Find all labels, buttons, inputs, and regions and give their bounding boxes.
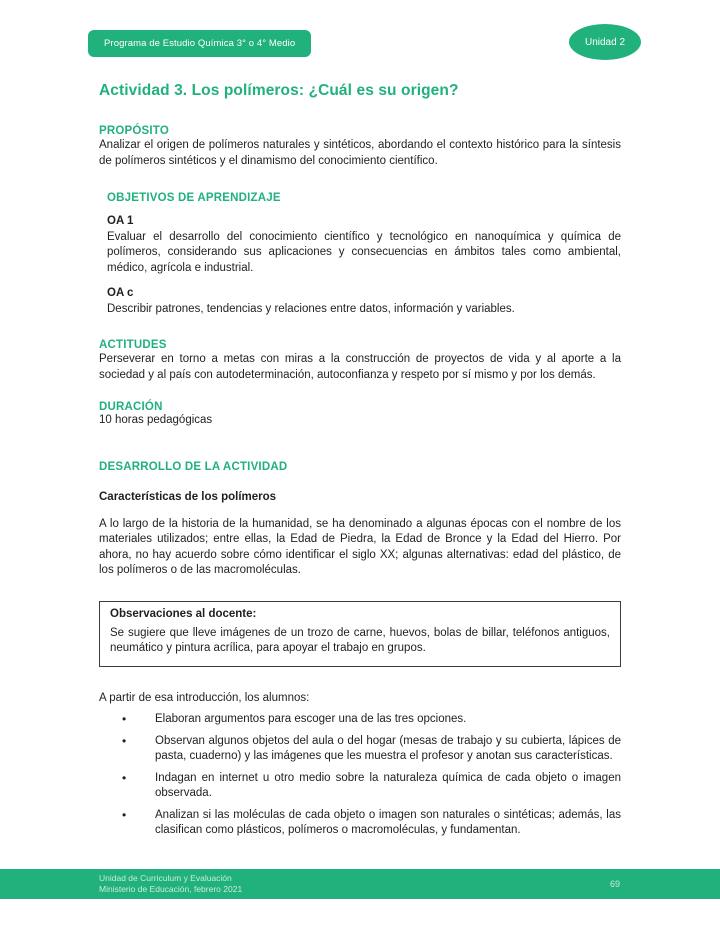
observaciones-body: Se sugiere que lleve imágenes de un trozo de carne, huevos, bolas de billar, teléfonos antiguos, neumático y pintura acrílica, para apoyar el trabajo en grupos. bbox=[110, 626, 610, 654]
duracion-body: 10 horas pedagógicas bbox=[99, 414, 213, 426]
proposito-body: Analizar el origen de polímeros naturales y sintéticos, abordando el contexto histórico para la síntesis de polímeros sintéticos y el dinamismo del conocimiento científico. bbox=[99, 139, 621, 167]
desarrollo-paragraph: A lo largo de la historia de la humanidad, se ha denominado a algunas épocas con el nombre de los materiales utilizados; entre ellas, la Edad de Piedra, la Edad de Bronce y la Edad del Hierro. Por ahora, no hay acuerdo sobre cómo identificar el siglo XX; algunas alternativas: edad del plástico, de los polímeros o de las macromoléculas. bbox=[99, 517, 621, 576]
bullets-intro: A partir de esa introducción, los alumnos: bbox=[99, 691, 310, 704]
activity-title: Actividad 3. Los polímeros: ¿Cuál es su origen? bbox=[99, 82, 459, 99]
oa-item bbox=[107, 286, 621, 317]
footer-publisher bbox=[99, 873, 242, 895]
section-duracion bbox=[99, 401, 621, 429]
footer-bar bbox=[0, 869, 720, 899]
desarrollo-subheading: Características de los polímeros bbox=[99, 490, 277, 503]
page-number: 69 bbox=[609, 879, 620, 889]
list-item: • Analizan si las moléculas de cada objeto o imagen son naturales o sintéticas; además, las clasifican como plásticos, polímeros o macromoléculas, y fundamentan. bbox=[99, 808, 621, 839]
oa-item bbox=[107, 214, 621, 276]
duracion-heading: DURACIÓN bbox=[99, 401, 163, 413]
observaciones-box bbox=[99, 601, 621, 667]
oa-body: Evaluar el desarrollo del conocimiento científico y tecnológico en nanoquímica y química de polímeros, considerando sus aplicaciones y consecuencias en ámbitos tales como ambiental, médico, agrícola e industrial. bbox=[107, 230, 621, 274]
section-objetivos bbox=[99, 192, 621, 317]
actitudes-body: Perseverar en torno a metas con miras a la construcción de proyectos de vida y al aporte a la sociedad y al país con autodeterminación, autoconfianza y respeto por sí mismo y por los demás. bbox=[99, 353, 621, 381]
oa-label: OA 1 bbox=[107, 215, 134, 227]
activity-bullet-list bbox=[99, 712, 621, 839]
proposito-heading: PROPÓSITO bbox=[99, 125, 169, 137]
objetivos-heading: OBJETIVOS DE APRENDIZAJE bbox=[107, 192, 281, 204]
observaciones-title: Observaciones al docente: bbox=[110, 607, 257, 620]
desarrollo-heading: DESARROLLO DE LA ACTIVIDAD bbox=[99, 460, 288, 473]
section-desarrollo bbox=[99, 461, 621, 839]
oa-body: Describir patrones, tendencias y relaciones entre datos, información y variables. bbox=[107, 302, 515, 315]
oa-label: OA c bbox=[107, 287, 134, 299]
list-item: • Observan algunos objetos del aula o del hogar (mesas de trabajo y su cubierta, lápices de pasta, cuaderno) y las imágenes que les muestra el profesor y anotan sus características. bbox=[99, 734, 621, 765]
section-actitudes bbox=[99, 339, 621, 383]
program-badge bbox=[88, 30, 311, 57]
footer-line2: Ministerio de Educación, febrero 2021 bbox=[99, 884, 243, 894]
section-proposito bbox=[99, 125, 621, 169]
footer-line1: Unidad de Curriculum y Evaluación bbox=[99, 873, 232, 883]
list-item: • Indagan en internet u otro medio sobre la naturaleza química de cada objeto o imagen observada. bbox=[99, 771, 621, 802]
content-column bbox=[99, 82, 621, 839]
unit-badge-label: Unidad 2 bbox=[584, 36, 626, 48]
actitudes-heading: ACTITUDES bbox=[99, 339, 167, 351]
unit-badge bbox=[569, 24, 641, 60]
program-badge-label: Programa de Estudio Química 3° o 4° Medio bbox=[104, 38, 296, 49]
list-item: • Elaboran argumentos para escoger una de las tres opciones. bbox=[99, 712, 621, 728]
